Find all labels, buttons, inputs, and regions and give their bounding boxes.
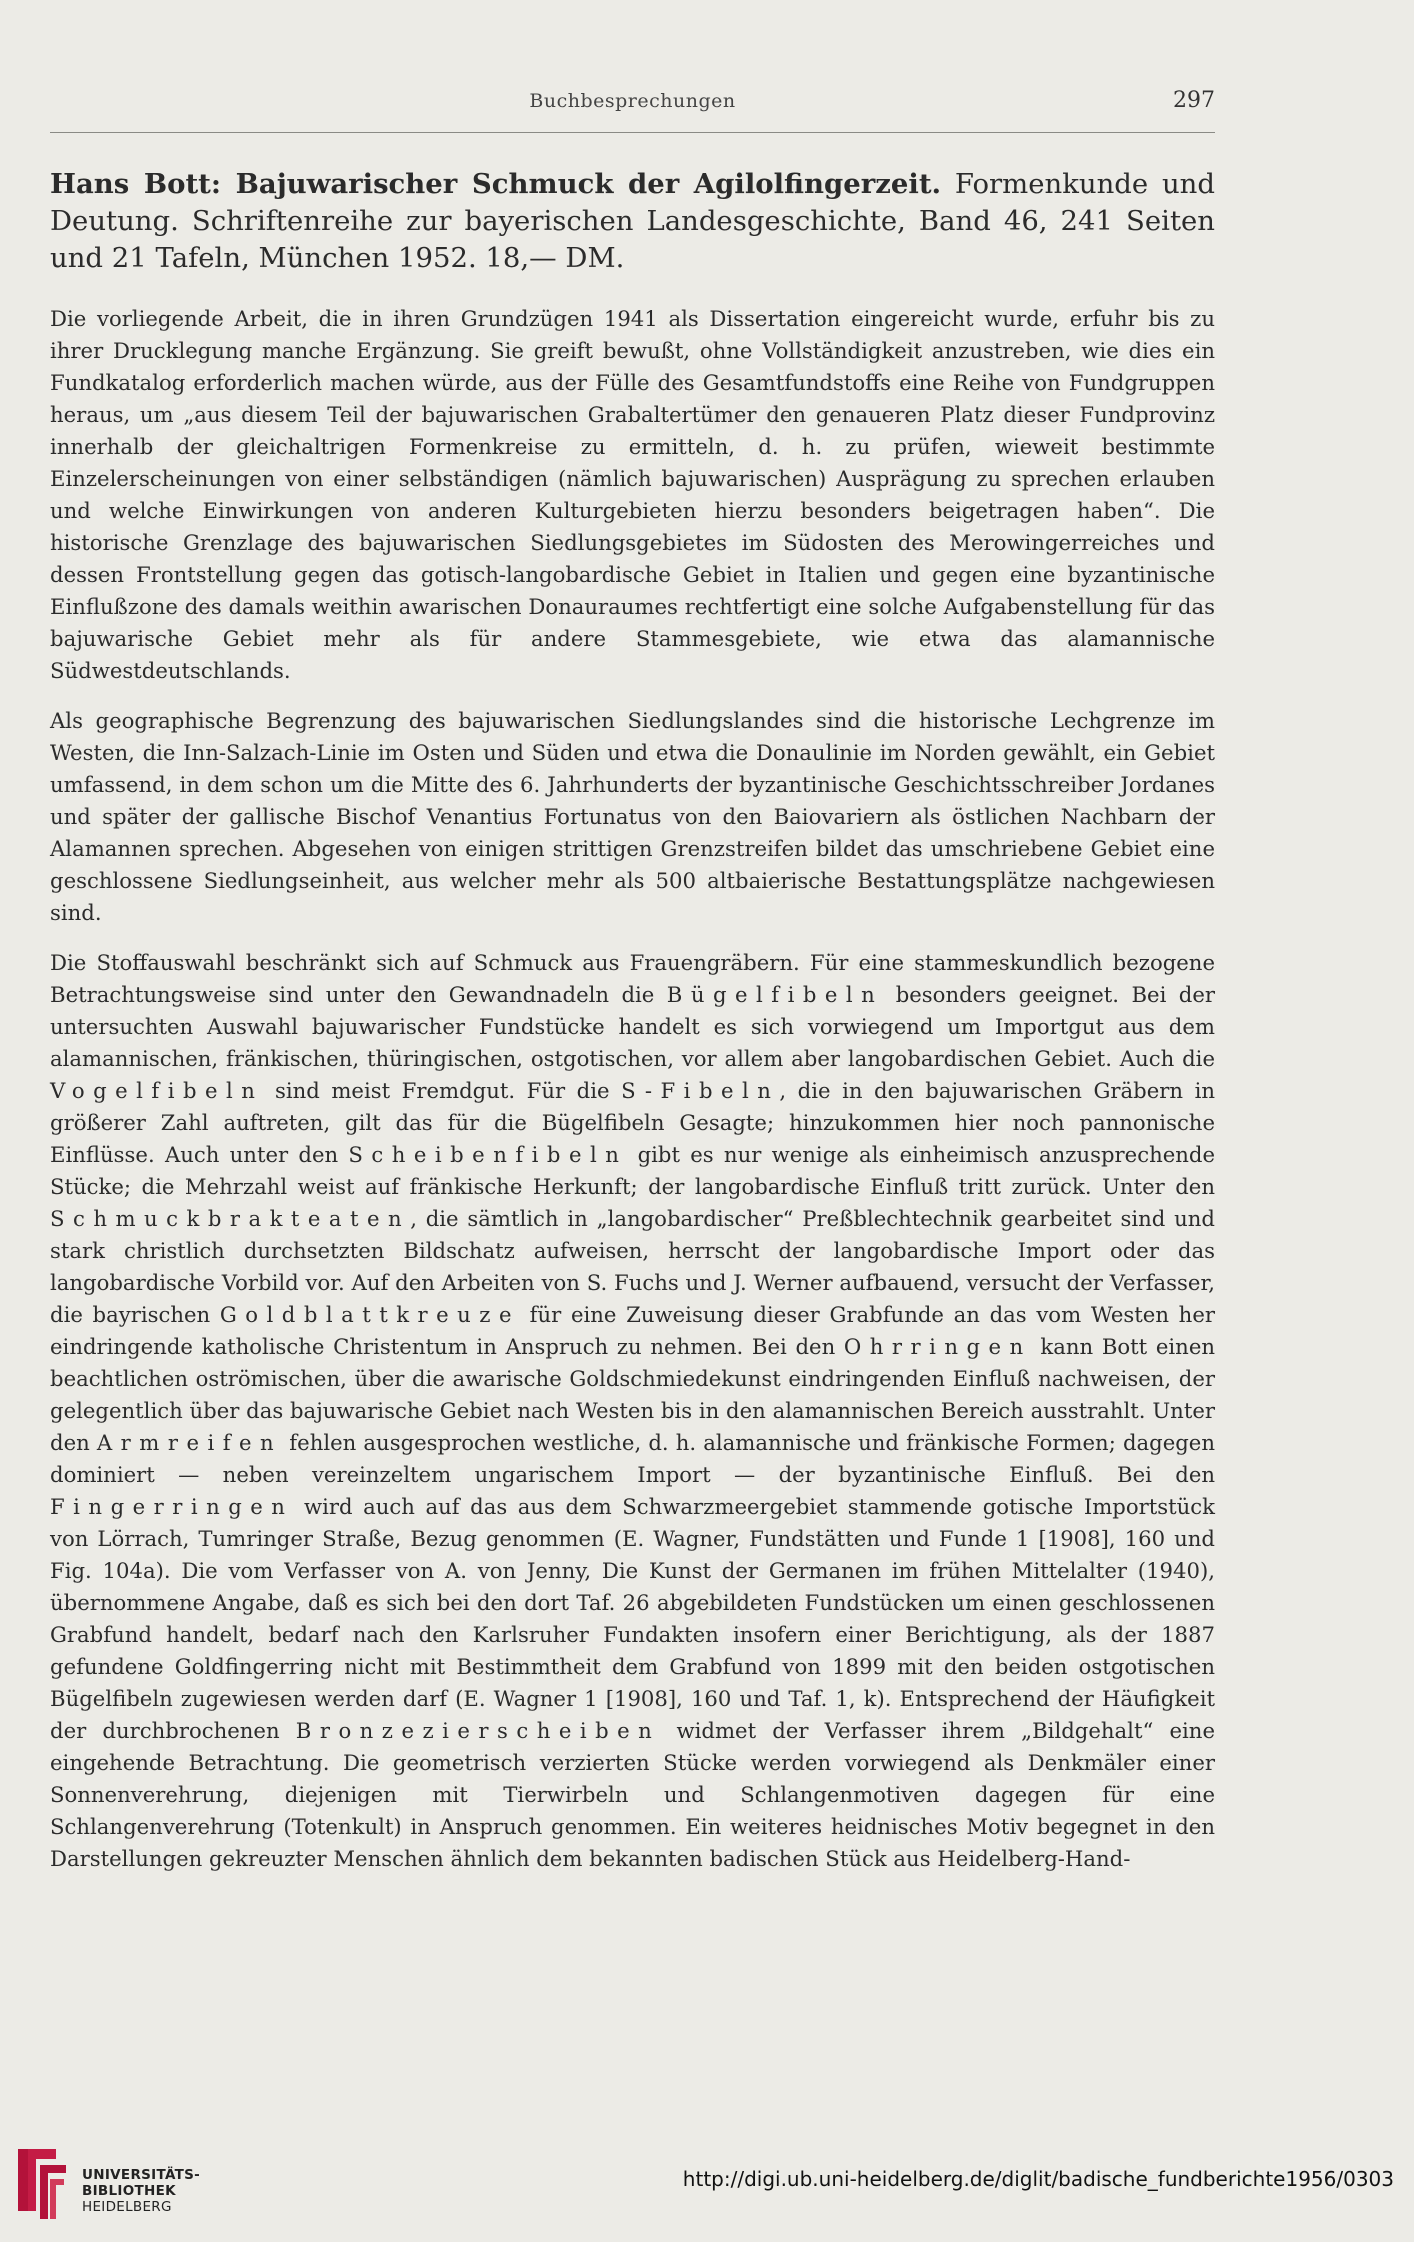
spaced-term-buegelfibeln: Bügelfibeln xyxy=(666,982,884,1007)
text-run: Die Stoffauswahl beschränkt sich auf Schmuck aus Frauengräbern. Für eine stammeskundlich bezogene Betrachtungsweise sind unter den Gewandnadeln die xyxy=(50,950,1215,1007)
heidelberg-library-logo-icon xyxy=(14,2143,74,2223)
library-name xyxy=(82,2167,200,2215)
paragraph-3 xyxy=(50,947,1215,1875)
review-body xyxy=(50,166,1215,1893)
page-number: 297 xyxy=(1173,88,1215,113)
citation-author-title: Hans Bott: Bajuwarischer Schmuck der Agilolfingerzeit. xyxy=(50,168,942,200)
text-run: besonders geeignet. Bei der untersuchten Auswahl bajuwarischer Fundstücke handelt es sich vorwiegend um Importgut aus dem alamannischen, fränkischen, thüringischen, ostgotischen, vor allem aber langobardischen Gebiet. Auch die xyxy=(50,982,1215,1071)
source-url-link[interactable]: http://digi.ub.uni-heidelberg.de/diglit/badische_fundberichte1956/0303 xyxy=(682,2167,1394,2191)
running-head: Buchbesprechungen xyxy=(529,90,736,112)
paragraph-2: Als geographische Begrenzung des bajuwarischen Siedlungslandes sind die historische Lechgrenze im Westen, die Inn-Salzach-Linie im Osten und Süden und etwa die Donaulinie im Norden gewählt, ein Gebiet umfassend, in dem schon um die Mitte des 6. Jahrhunderts der byzantinische Geschichtsschreiber Jordanes und später der gallische Bischof Venantius Fortunatus von den Baiovariern als östlichen Nachbarn der Alamannen sprechen. Abgesehen von einigen strittigen Grenzstreifen bildet das umschriebene Gebiet eine geschlossene Siedlungseinheit, aus welcher mehr als 500 altbaierische Bestattungsplätze nachgewiesen sind. xyxy=(50,708,1215,925)
spaced-term-goldblattkreuze: Goldblattkreuze xyxy=(219,1302,520,1327)
spaced-term-ohrringen: Ohrringen xyxy=(843,1334,1032,1359)
text-run: für eine Zuweisung dieser Grabfunde an das vom Westen her eindringende katholische Christentum in Anspruch zu nehmen. Bei den xyxy=(50,1302,1215,1359)
spaced-term-schmuckbrakteaten: Schmuckbrakteaten xyxy=(50,1206,411,1231)
text-run: , die in den bajuwarischen Gräbern in größerer Zahl auftreten, gilt das für die Bügelfibeln Gesagte; hinzukommen hier noch pannonische Einflüsse. Auch unter den xyxy=(50,1078,1215,1167)
library-line-1: UNIVERSITÄTS- xyxy=(82,2167,201,2183)
spaced-term-vogelfibeln: Vogelfibeln xyxy=(50,1078,264,1103)
page-header xyxy=(50,84,1215,133)
text-run: , die sämtlich in „langobardischer“ Preßblechtechnik gearbeitet sind und stark christlich durchsetzten Bildschatz aufweisen, herrscht der langobardische Import oder das langobardische Vorbild vor. Auf den Arbeiten von S. Fuchs und J. Werner aufbauend, versucht der Verfasser, die bayrischen xyxy=(50,1206,1215,1327)
text-run: fehlen ausgesprochen westliche, d. h. alamannische und fränkische Formen; dagegen dominiert — neben vereinzeltem ungarischem Import — der byzantinische Einfluß. Bei den xyxy=(50,1430,1215,1487)
text-run: gibt es nur wenige als einheimisch anzusprechende Stücke; die Mehrzahl weist auf fränkische Herkunft; der langobardische Einfluß tritt zurück. Unter den xyxy=(50,1142,1216,1199)
book-citation xyxy=(50,166,1215,277)
spaced-term-fingerringen: Fingerringen xyxy=(50,1494,294,1519)
library-line-2: BIBLIOTHEK xyxy=(82,2183,176,2199)
spaced-term-bronzezierscheiben: Bronzezierscheiben xyxy=(295,1718,661,1743)
paragraph-1: Die vorliegende Arbeit, die in ihren Grundzügen 1941 als Dissertation eingereicht wurde, erfuhr bis zu ihrer Drucklegung manche Ergänzung. Sie greift bewußt, ohne Vollständigkeit anzustreben, wie dies ein Fundkatalog erforderlich machen würde, aus der Fülle des Gesamtfundstoffs eine Reihe von Fundgruppen heraus, um „aus diesem Teil der bajuwarischen Grabaltertümer den genaueren Platz dieser Fundprovinz innerhalb der gleichaltrigen Formenkreise zu ermitteln, d. h. zu prüfen, wieweit bestimmte Einzelerscheinungen von einer selbständigen (nämlich bajuwarischen) Ausprägung zu sprechen erlauben und welche Einwirkungen von anderen Kulturgebieten hierzu besonders beigetragen haben“. Die historische Grenzlage des bajuwarischen Siedlungsgebietes im Südosten des Merowingerreiches und dessen Frontstellung gegen das gotisch-langobardische Gebiet in Italien und gegen eine byzantinische Einflußzone des damals weithin awarischen Donauraumes rechtfertigt eine solche Aufgabenstellung für das bajuwarische Gebiet mehr als für andere Stammesgebiete, wie etwa das alamannische Südwestdeutschlands. xyxy=(50,306,1215,683)
library-line-3: HEIDELBERG xyxy=(82,2199,172,2215)
text-run: kann Bott einen beachtlichen oströmischen, über die awarische Goldschmiedekunst eindringenden Einfluß nachweisen, der gelegentlich über das bajuwarische Gebiet nach Westen bis in den alamannischen Bereich ausstrahlt. Unter den xyxy=(50,1334,1216,1455)
spaced-term-armreifen: Armreifen xyxy=(96,1430,283,1455)
spaced-term-scheibenfibeln: Scheibenfibeln xyxy=(348,1142,628,1167)
text-run: widmet der Verfasser ihrem „Bildgehalt“ eine eingehende Betrachtung. Die geometrisch verzierten Stücke werden vorwiegend als Denkmäler einer Sonnenverehrung, diejenigen mit Tierwirbeln und Schlangenmotiven dagegen für eine Schlangenverehrung (Totenkult) in Anspruch genommen. Ein weiteres heidnisches Motiv begegnet in den Darstellungen gekreuzter Menschen ähnlich dem bekannten badischen Stück aus Heidelberg-Hand- xyxy=(50,1718,1215,1871)
text-run: wird auch auf das aus dem Schwarzmeergebiet stammende gotische Importstück von Lörrach, Tumringer Straße, Bezug genommen (E. Wagner, Fundstätten und Funde 1 [1908], 160 und Fig. 104a). Die vom Verfasser von A. von Jenny, Die Kunst der Germanen im frühen Mittelalter (1940), übernommene Angabe, daß es sich bei den dort Taf. 26 abgebildeten Fundstücken um einen geschlossenen Grabfund handelt, bedarf nach den Karlsruher Fundakten insofern einer Berichtigung, als der 1887 gefundene Goldfingerring nicht mit Bestimmtheit dem Grabfund von 1899 mit den beiden ostgotischen Bügelfibeln zugewiesen werden darf (E. Wagner 1 [1908], 160 und Taf. 1, k). Entsprechend der Häufigkeit der durchbrochenen xyxy=(50,1494,1215,1743)
spaced-term-s-fibeln: S-Fibeln xyxy=(621,1078,780,1103)
digitization-footer xyxy=(0,2135,1414,2242)
text-run: sind meist Fremdgut. Für die xyxy=(263,1078,622,1103)
citation-details: Formenkunde und Deutung. Schriftenreihe zur bayerischen Landesgeschichte, Band 46, 241 Seiten und 21 Tafeln, München 1952. 18,— DM. xyxy=(50,168,1215,274)
